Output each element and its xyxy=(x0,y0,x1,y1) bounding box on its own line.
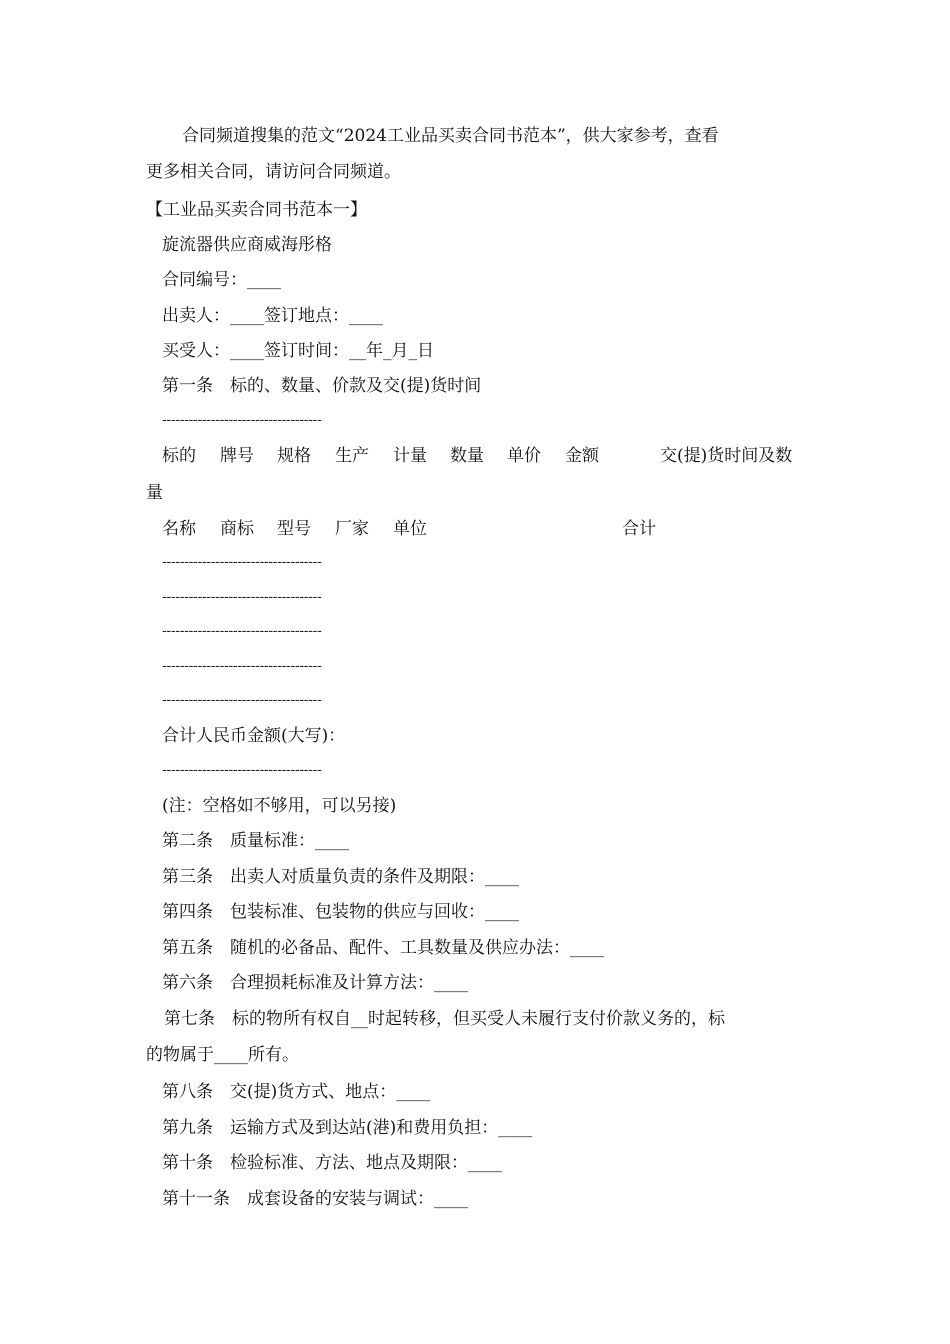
divider: ------------------------------------ xyxy=(162,412,322,428)
divider: ------------------------------------ xyxy=(162,762,322,778)
table-header-cell: 标的 xyxy=(162,446,196,466)
article-7-line-1: 第七条 标的物所有权自__时起转移，但买受人未履行支付价款义务的，标 xyxy=(164,1009,725,1029)
article-2: 第二条 质量标准：____ xyxy=(162,831,349,851)
section-heading: 【工业品买卖合同书范本一】 xyxy=(146,200,367,220)
table-header-cell: 型号 xyxy=(277,519,311,539)
table-header-cell: 规格 xyxy=(277,446,311,466)
table-header-cell: 合计 xyxy=(622,519,656,539)
buyer-line: 买受人：____签订时间：__年_月_日 xyxy=(162,341,434,361)
contract-number: 合同编号：____ xyxy=(162,270,281,290)
table-row-divider: ------------------------------------ xyxy=(162,658,322,674)
table-header-cell: 生产 xyxy=(335,446,369,466)
article-1: 第一条 标的、数量、价款及交(提)货时间 xyxy=(162,376,482,396)
table-row-divider: ------------------------------------ xyxy=(162,623,322,639)
article-11: 第十一条 成套设备的安装与调试：____ xyxy=(162,1189,468,1209)
table-row-divider: ------------------------------------ xyxy=(162,589,322,605)
table-header-cell: 单位 xyxy=(393,519,427,539)
article-3: 第三条 出卖人对质量负责的条件及期限：____ xyxy=(162,867,519,887)
article-6: 第六条 合理损耗标准及计算方法：____ xyxy=(162,973,468,993)
article-7-line-2: 的物属于____所有。 xyxy=(146,1045,299,1065)
table-header-wrap: 量 xyxy=(146,483,163,503)
article-9: 第九条 运输方式及到达站(港)和费用负担：____ xyxy=(162,1118,533,1138)
seller-line: 出卖人：____签订地点：____ xyxy=(162,306,383,326)
table-header-cell: 单价 xyxy=(507,446,541,466)
article-8: 第八条 交(提)货方式、地点：____ xyxy=(162,1082,431,1102)
table-header-cell: 交(提)货时间及数 xyxy=(660,446,793,466)
table-row-divider: ------------------------------------ xyxy=(162,554,322,570)
note: (注：空格如不够用，可以另接) xyxy=(162,796,397,816)
supplier-line: 旋流器供应商威海彤格 xyxy=(162,235,332,255)
table-header-cell: 厂家 xyxy=(335,519,369,539)
table-header-cell: 牌号 xyxy=(220,446,254,466)
table-header-cell: 金额 xyxy=(565,446,599,466)
intro-line-1: 合同频道搜集的范文“2024工业品买卖合同书范本”，供大家参考，查看 xyxy=(182,126,719,146)
article-5: 第五条 随机的必备品、配件、工具数量及供应办法：____ xyxy=(162,938,604,958)
article-10: 第十条 检验标准、方法、地点及期限：____ xyxy=(162,1153,502,1173)
table-row-divider: ------------------------------------ xyxy=(162,692,322,708)
table-header-cell: 名称 xyxy=(162,519,196,539)
table-header-cell: 计量 xyxy=(393,446,427,466)
table-header-cell: 数量 xyxy=(450,446,484,466)
article-4: 第四条 包装标准、包装物的供应与回收：____ xyxy=(162,902,519,922)
intro-line-2: 更多相关合同，请访问合同频道。 xyxy=(146,162,401,182)
total-amount-label: 合计人民币金额(大写)： xyxy=(162,726,346,746)
table-header-cell: 商标 xyxy=(220,519,254,539)
